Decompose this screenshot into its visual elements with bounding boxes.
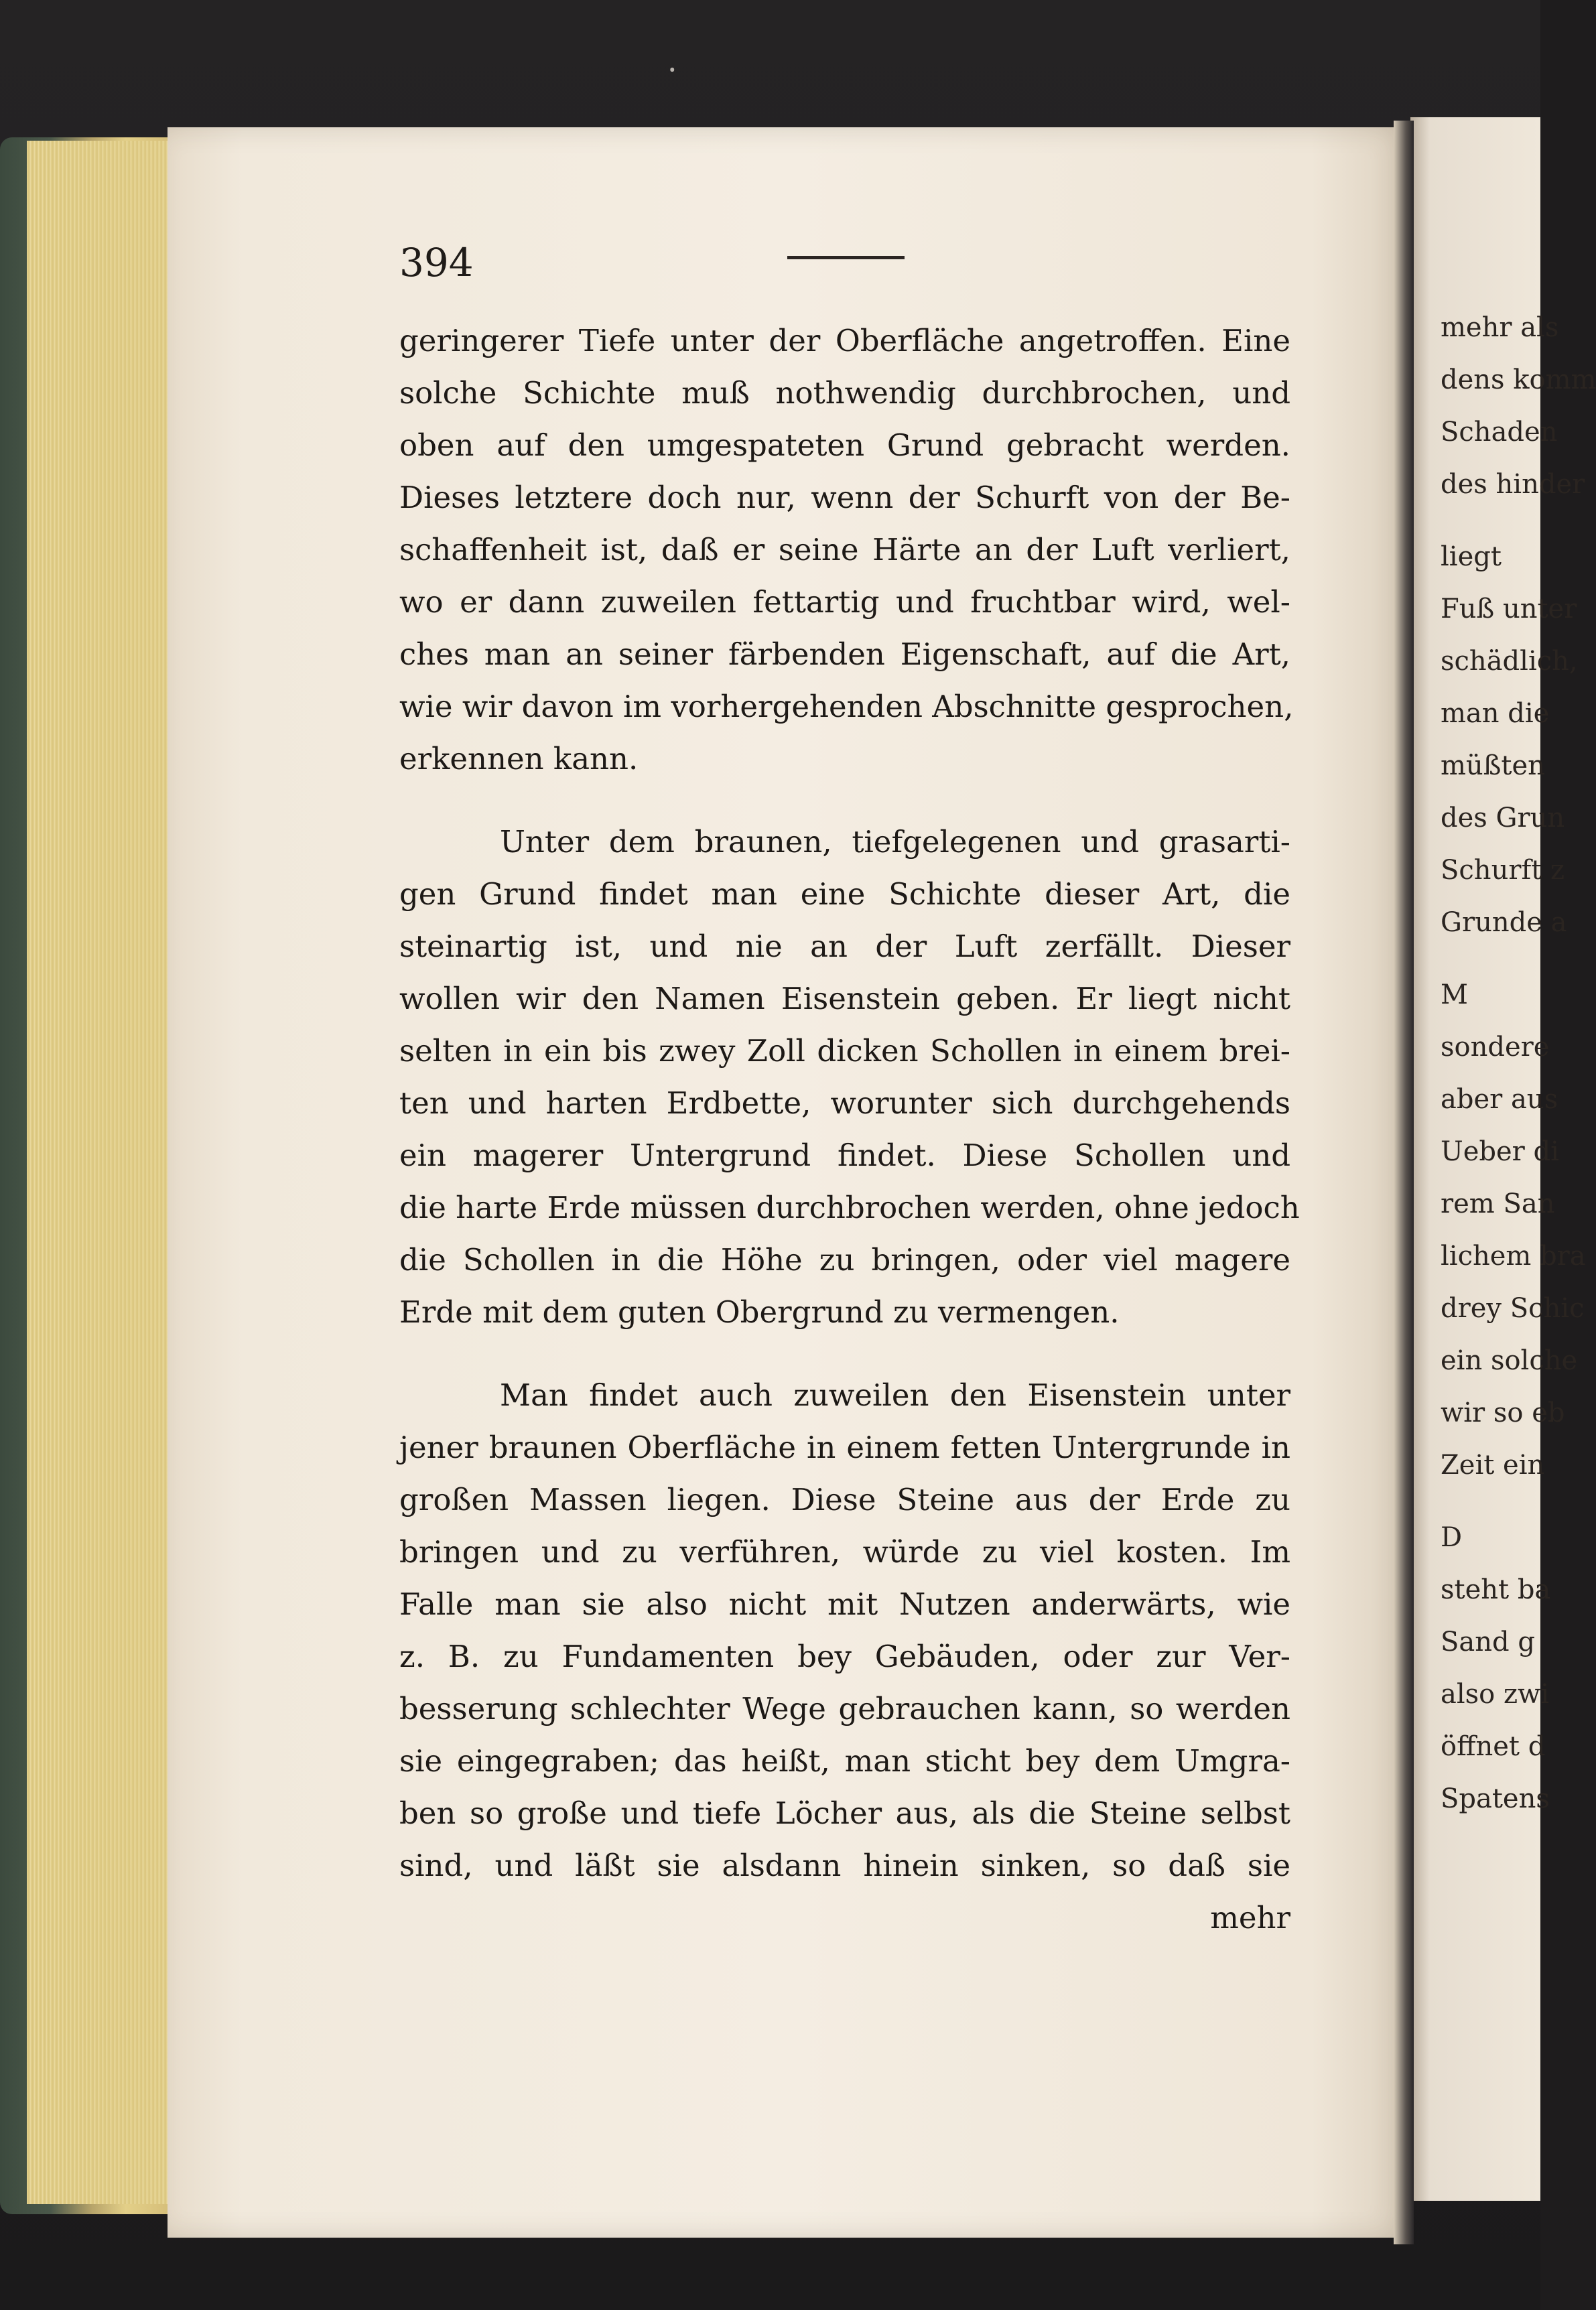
facing-line: wir so eb: [1441, 1398, 1565, 1428]
text-line: Man findet auch zuweilen den Eisenstein unter: [500, 1377, 1290, 1413]
pin-mark: ꞏ: [669, 57, 676, 84]
text-line: besserung schlechter Wege gebrauchen kann, so werden: [399, 1691, 1290, 1726]
text-line: Dieses letztere doch nur, wenn der Schurft von der Be-: [399, 480, 1290, 515]
text-line: die Schollen in die Höhe zu bringen, oder viel magere: [399, 1242, 1290, 1278]
text-line: sind, und läßt sie alsdann hinein sinken, so daß sie: [399, 1848, 1290, 1883]
catchword: mehr: [1210, 1900, 1290, 1935]
facing-line: steht ba: [1441, 1574, 1551, 1605]
text-line: selten in ein bis zwey Zoll dicken Schollen in einem brei-: [399, 1033, 1290, 1069]
text-line: solche Schichte muß nothwendig durchbrochen, und: [399, 375, 1290, 411]
text-line: Falle man sie also nicht mit Nutzen anderwärts, wie: [399, 1586, 1290, 1622]
page-stack: [27, 141, 171, 2204]
facing-line: müßten: [1441, 750, 1545, 781]
facing-line: sondere: [1441, 1032, 1550, 1063]
text-line: jener braunen Oberfläche in einem fetten Untergrunde in: [399, 1430, 1290, 1465]
facing-gap: [1441, 511, 1538, 531]
paragraph-gap: [399, 785, 1290, 816]
facing-line: dens komm: [1441, 364, 1596, 395]
facing-line: Fuß unter: [1441, 594, 1577, 624]
body-text: [399, 315, 1300, 1944]
facing-line: Zeit ein: [1441, 1450, 1545, 1481]
facing-line: Grunde a: [1441, 907, 1567, 938]
facing-line: M: [1441, 979, 1468, 1010]
text-line: gen Grund findet man eine Schichte dieser Art, die: [399, 876, 1290, 912]
book-gutter: [1394, 121, 1414, 2244]
facing-line: rem San: [1441, 1188, 1555, 1219]
text-line: steinartig ist, und nie an der Luft zerfällt. Dieser: [399, 929, 1290, 964]
text-line: ten und harten Erdbette, worunter sich durchgehends: [399, 1085, 1290, 1121]
facing-line: liegt: [1441, 541, 1502, 572]
facing-line: drey Schic: [1441, 1293, 1585, 1324]
facing-line: lichem bra: [1441, 1241, 1586, 1272]
text-line: wo er dann zuweilen fettartig und fruchtbar wird, wel-: [399, 584, 1290, 620]
paragraph-gap: [399, 1339, 1290, 1369]
facing-gap: [1441, 949, 1538, 969]
paragraph-2: [399, 816, 1300, 1339]
facing-line: Ueber di: [1441, 1136, 1559, 1167]
text-line: die harte Erde müssen durchbrochen werden, ohne jedoch: [399, 1190, 1300, 1225]
facing-line: Sand g: [1441, 1627, 1535, 1657]
facing-line: öffnet d: [1441, 1731, 1546, 1762]
text-line: erkennen kann.: [399, 741, 639, 776]
text-line: geringerer Tiefe unter der Oberfläche angetroffen. Eine: [399, 323, 1290, 358]
text-line: ches man an seiner färbenden Eigenschaft, auf die Art,: [399, 636, 1290, 672]
facing-line: Schaden: [1441, 417, 1558, 448]
text-line: großen Massen liegen. Diese Steine aus der Erde zu: [399, 1482, 1290, 1517]
text-line: sie eingegraben; das heißt, man sticht bey dem Umgra-: [399, 1743, 1290, 1779]
facing-line: aber aus: [1441, 1084, 1558, 1115]
text-line: ben so große und tiefe Löcher aus, als die Steine selbst: [399, 1795, 1290, 1831]
text-line: Erde mit dem guten Obergrund zu vermengen.: [399, 1294, 1120, 1330]
facing-line: mehr als: [1441, 312, 1559, 343]
facing-gap: [1441, 1491, 1538, 1511]
facing-line: Spatens: [1441, 1783, 1550, 1814]
facing-line: des hinder: [1441, 469, 1585, 500]
facing-line: ein solche: [1441, 1345, 1578, 1376]
text-line: Unter dem braunen, tiefgelegenen und grasarti-: [500, 824, 1290, 860]
facing-line: des Grun: [1441, 803, 1565, 833]
facing-line: schädlich,: [1441, 646, 1578, 677]
text-line: bringen und zu verführen, würde zu viel kosten. Im: [399, 1534, 1290, 1570]
page-number: 394: [399, 240, 474, 285]
facing-line: man die: [1441, 698, 1550, 729]
paragraph-3: [399, 1369, 1290, 1892]
text-line: wollen wir den Namen Eisenstein geben. Er liegt nicht: [399, 981, 1290, 1016]
facing-page-fragments: [1441, 301, 1596, 1825]
text-line: z. B. zu Fundamenten bey Gebäuden, oder zur Ver-: [399, 1639, 1290, 1674]
facing-line: Schurft z: [1441, 855, 1565, 886]
facing-line: also zwi: [1441, 1679, 1550, 1710]
header-rule: [787, 256, 905, 259]
text-line: schaffenheit ist, daß er seine Härte an der Luft verliert,: [399, 532, 1290, 567]
paragraph-1: [399, 315, 1294, 785]
text-line: oben auf den umgespateten Grund gebracht werden.: [399, 427, 1290, 463]
facing-line: D: [1441, 1522, 1463, 1553]
text-line: ein magerer Untergrund findet. Diese Schollen und: [399, 1138, 1290, 1173]
text-line: wie wir davon im vorhergehenden Abschnitte gesprochen,: [399, 689, 1294, 724]
